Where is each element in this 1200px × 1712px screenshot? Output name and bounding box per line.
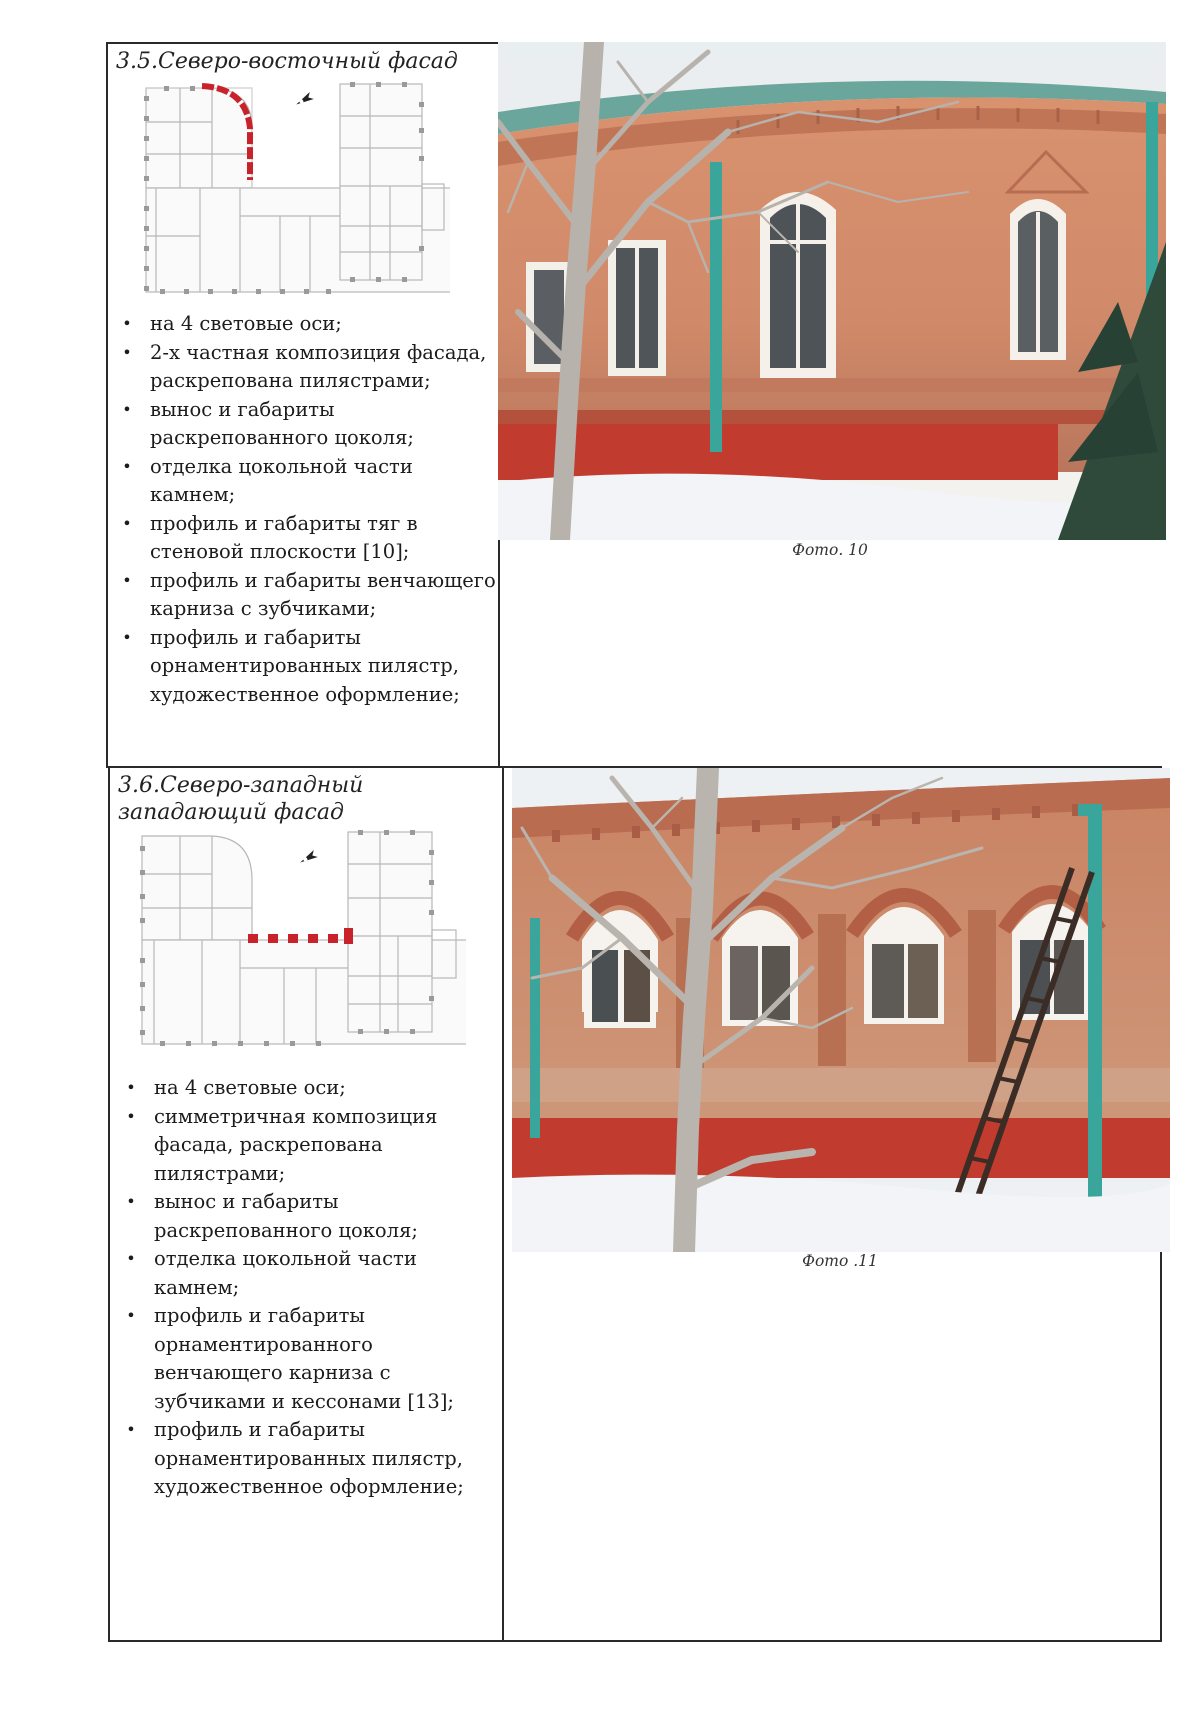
table-left-border-2 [108,766,110,1641]
list-item: • на 4 световые оси; [122,312,342,335]
floor-plan-3-5 [140,76,450,308]
list-item: • профиль и габариты тяг в стеновой плоскости [10]; [122,511,418,563]
photo-caption: Фото. 10 [792,541,868,559]
list-item: • 2-х частная композиция фасада, раскрепована пилястрами; [122,340,487,392]
compass-arrow-icon [294,92,314,108]
floor-plan-3-6 [136,826,466,1066]
photo-caption: Фото .11 [802,1252,878,1270]
table-bottom-border [108,1640,1162,1642]
list-item: • вынос и габариты раскрепованного цоколя; [122,397,414,449]
photo-10 [498,42,1166,540]
list-item: • профиль и габариты орнаментированного венчающего карниза с зубчиками и кессонами [13]; [126,1304,455,1413]
list-item: • профиль и габариты орнаментированных пилястр, художественное оформление; [126,1418,464,1498]
section-title: 3.6.Северо-западный западающий фасад [118,773,364,825]
compass-arrow-icon [298,850,318,866]
photo-11 [512,768,1170,1252]
list-item: • симметричная композиция фасада, раскрепована пилястрами; [126,1104,438,1185]
feature-list-3-5 [122,310,496,709]
list-item: • профиль и габариты венчающего карниза с зубчиками; [122,568,496,620]
table-left-border-1 [106,42,108,767]
feature-list-3-6 [126,1074,498,1502]
list-item: • отделка цокольной части камнем; [122,454,413,506]
section-title: 3.5.Северо-восточный фасад [116,49,458,74]
list-item: • профиль и габариты орнаментированных пилястр, художественное оформление; [122,625,460,706]
list-item: • вынос и габариты раскрепованного цоколя; [126,1190,418,1242]
list-item: • на 4 световые оси; [126,1076,346,1099]
table-column-divider-2 [502,766,504,1641]
list-item: • отделка цокольной части камнем; [126,1247,417,1299]
